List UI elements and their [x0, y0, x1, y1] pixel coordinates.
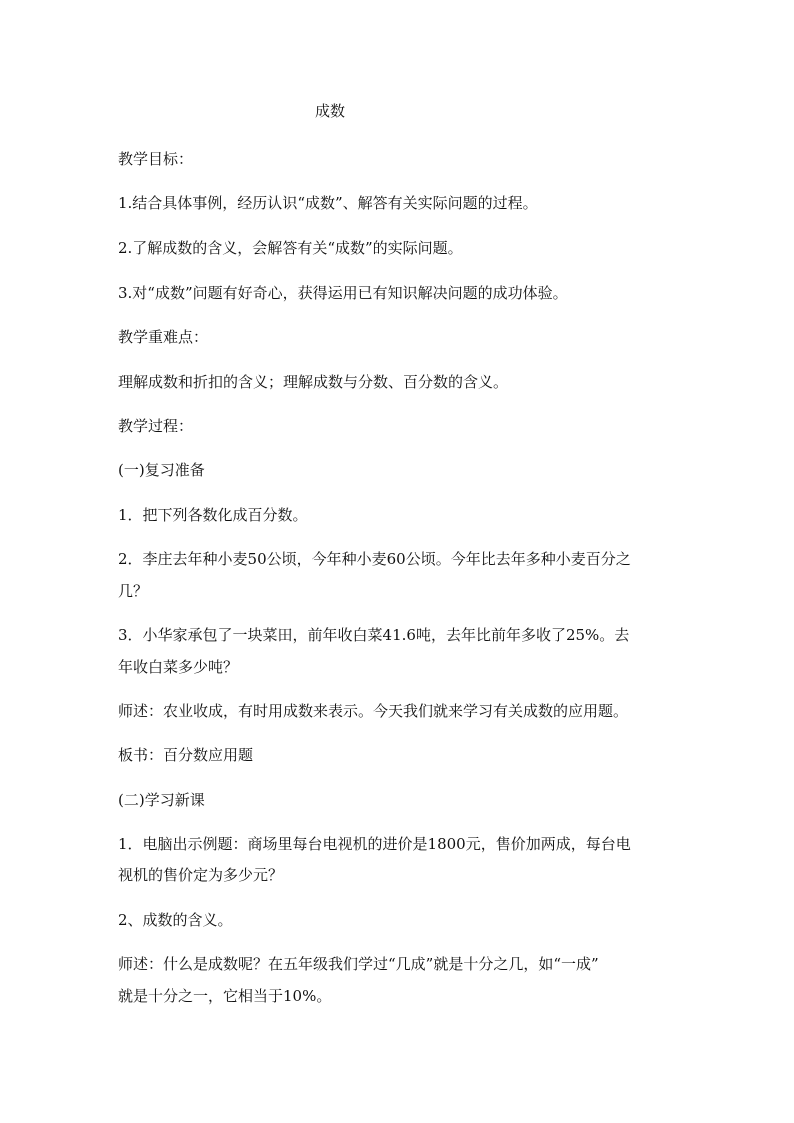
section-new-lesson: (二)学习新课 — [118, 791, 205, 809]
teacher-statement-1: 师述：农业收成，有时用成数来表示。今天我们就来学习有关成数的应用题。 — [118, 702, 629, 720]
review-item-2-line-1: 2．李庄去年种小麦50公顷，今年种小麦60公顷。今年比去年多种小麦百分之 — [118, 550, 631, 568]
example-line-1: 1．电脑出示例题：商场里每台电视机的进价是1800元，售价加两成，每台电 — [118, 835, 631, 853]
section-review: (一)复习准备 — [118, 461, 205, 479]
review-item-3-line-1: 3．小华家承包了一块菜田，前年收白菜41.6吨，去年比前年多收了25%。去 — [118, 626, 630, 644]
review-item-3-line-2: 年收白菜多少吨？ — [118, 658, 239, 676]
heading-teaching-goals: 教学目标： — [118, 150, 194, 168]
goal-item-3: 3.对“成数”问题有好奇心，获得运用已有知识解决问题的成功体验。 — [118, 284, 568, 302]
heading-key-points: 教学重难点： — [118, 328, 209, 346]
teacher-statement-2-line-1: 师述：什么是成数呢？在五年级我们学过“几成”就是十分之几，如“一成” — [118, 955, 599, 973]
meaning-heading: 2、成数的含义。 — [118, 911, 233, 929]
goal-item-2: 2.了解成数的含义，会解答有关“成数”的实际问题。 — [118, 239, 463, 257]
review-item-2-line-2: 几？ — [118, 582, 149, 600]
review-item-1: 1．把下列各数化成百分数。 — [118, 506, 308, 524]
example-line-2: 视机的售价定为多少元？ — [118, 866, 284, 884]
key-points-text: 理解成数和折扣的含义；理解成数与分数、百分数的含义。 — [118, 373, 509, 391]
teacher-statement-2-line-2: 就是十分之一，它相当于10%。 — [118, 987, 332, 1005]
goal-item-1: 1.结合具体事例，经历认识“成数”、解答有关实际问题的过程。 — [118, 194, 538, 212]
board-writing: 板书：百分数应用题 — [118, 746, 254, 764]
document-title: 成数 — [314, 102, 345, 120]
heading-teaching-process: 教学过程： — [118, 417, 194, 435]
